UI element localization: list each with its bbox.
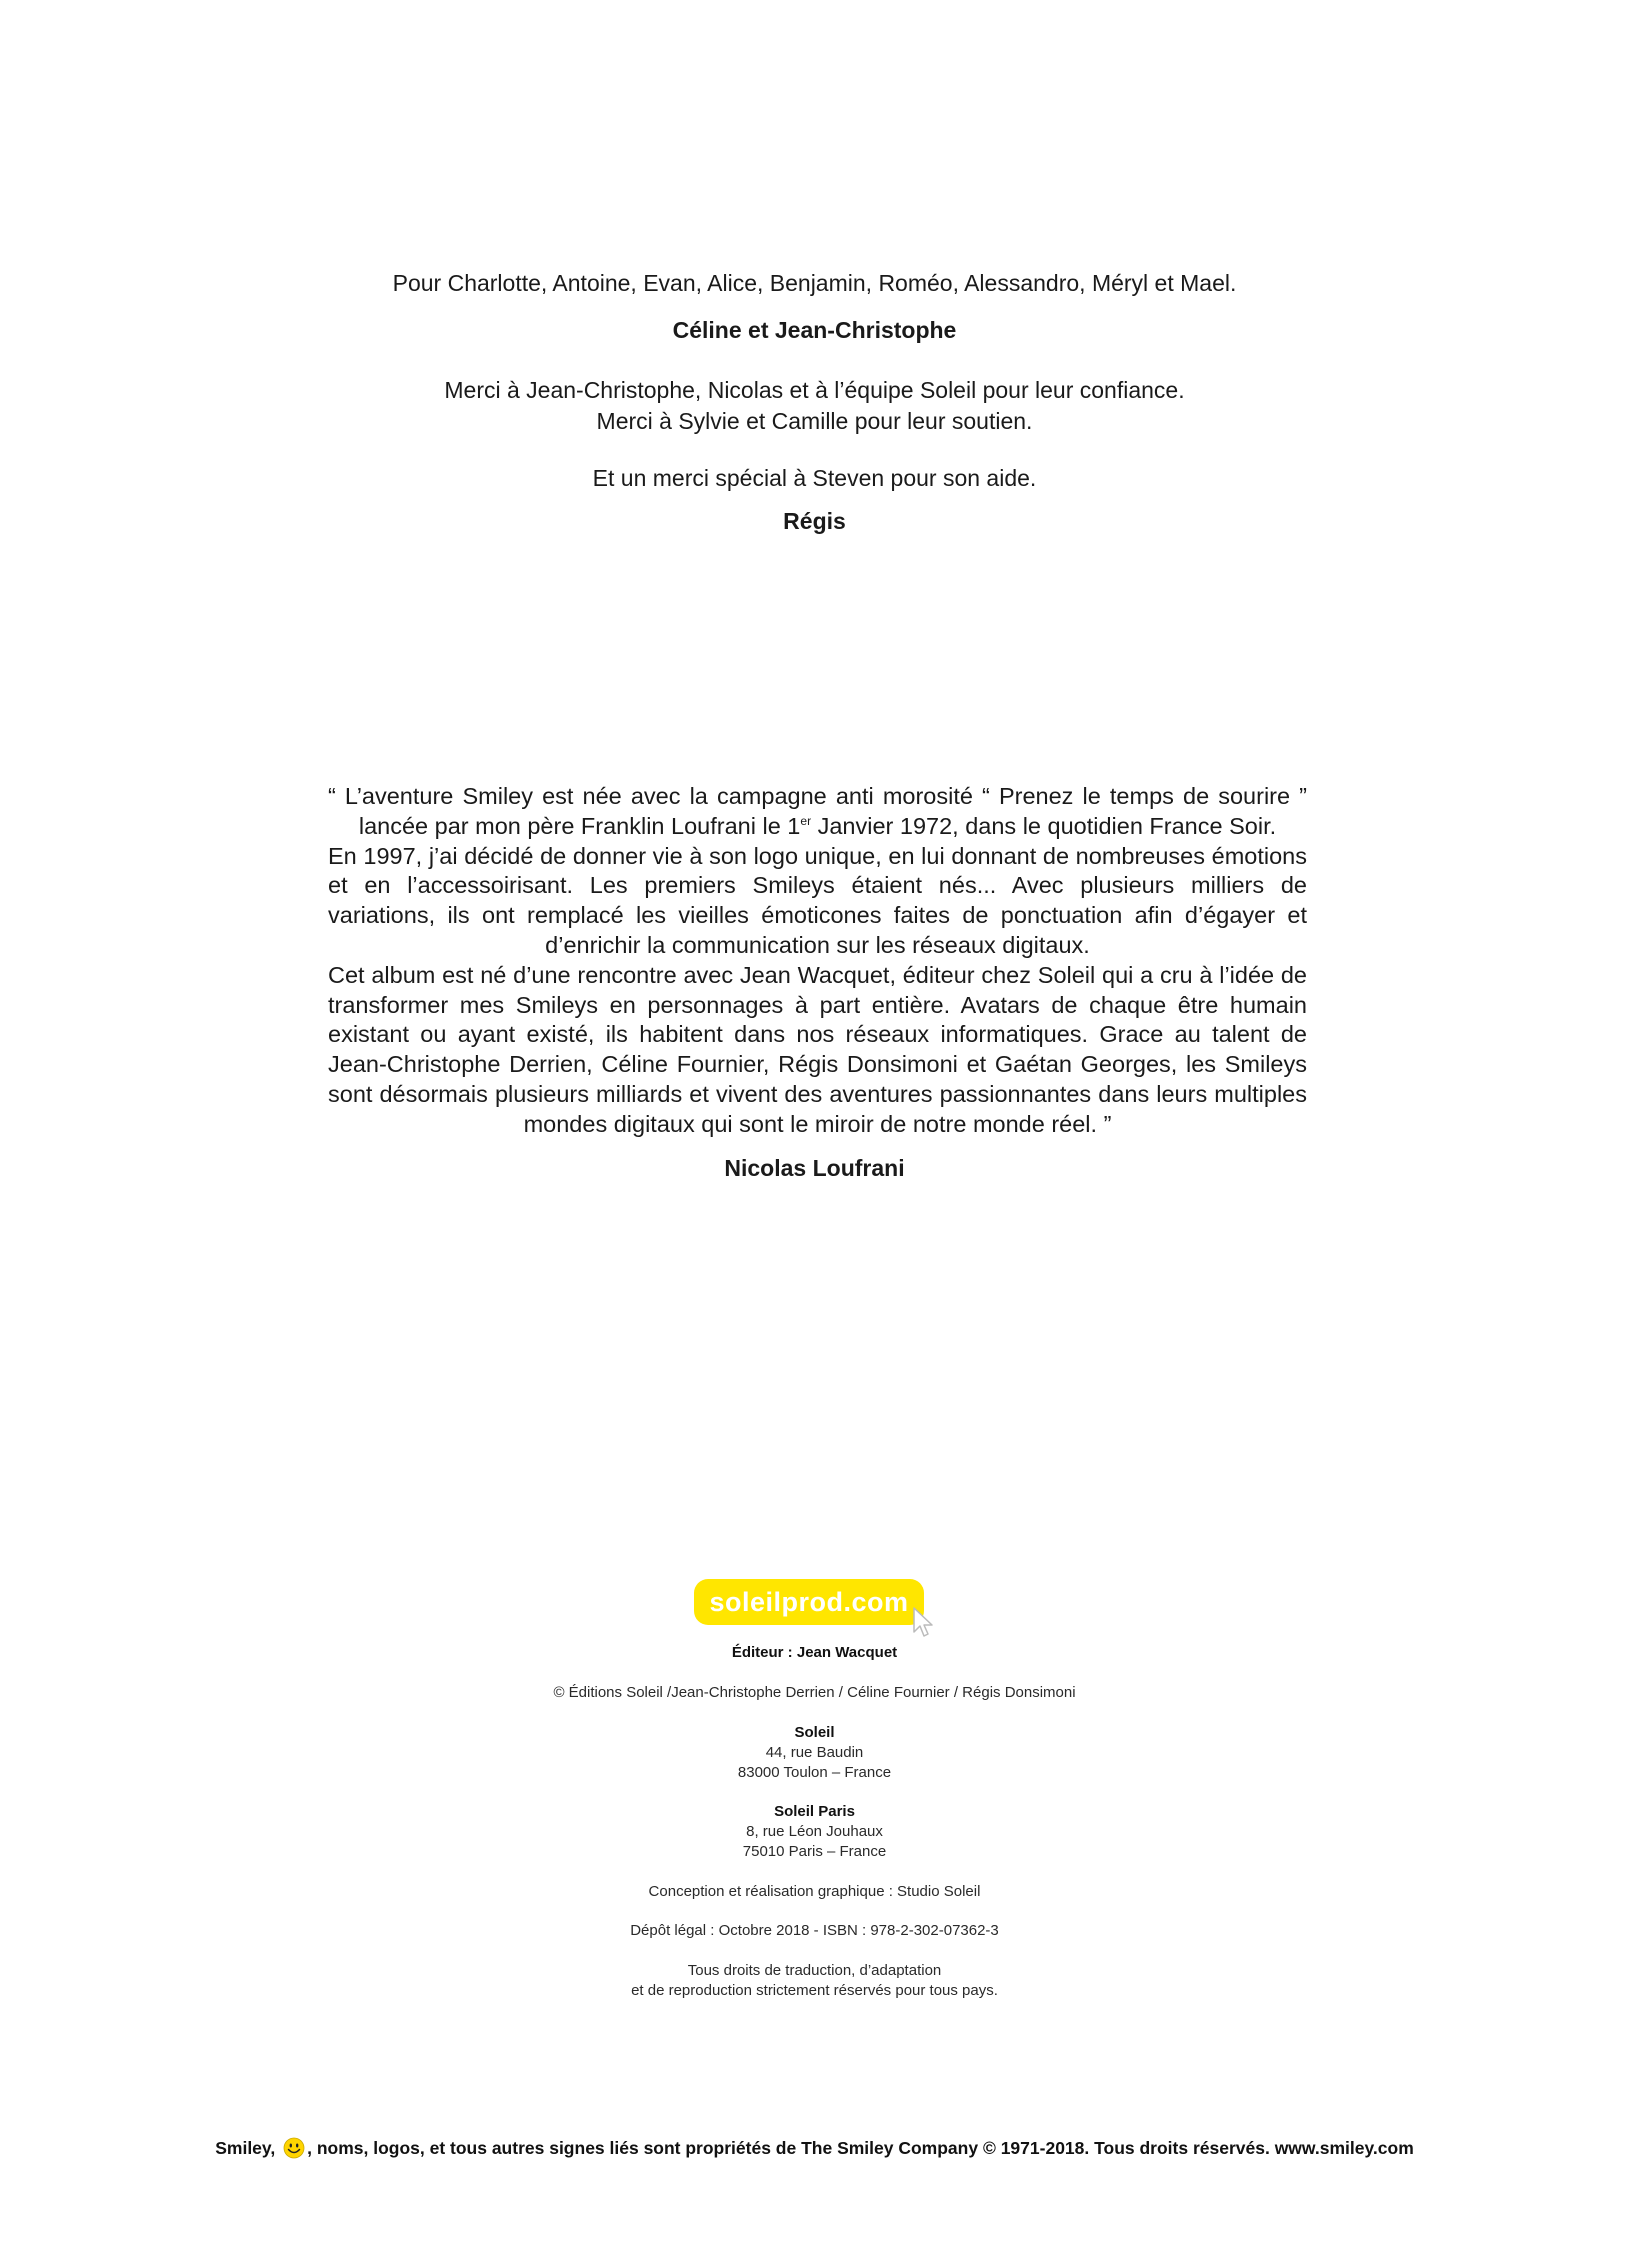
soleilprod-logo [694,1579,924,1625]
dedication-thanks-line1: Merci à Jean-Christophe, Nicolas et à l’équipe Soleil pour leur confiance. [444,377,1185,403]
footer-text-start: Smiley, [215,2138,276,2158]
imprint-design: Conception et réalisation graphique : Studio Soleil [648,1883,981,1900]
imprint-rights1: Tous droits de traduction, d’adaptation [687,1962,942,1979]
imprint-paris-name: Soleil Paris [774,1803,855,1820]
quote-paragraph-2: En 1997, j’ai décidé de donner vie à son logo unique, en lui donnant de nombreuses émotions et en l’accessoirisant. Les premiers Smileys étaient nés... Avec plusieurs milliers de variations, ils ont remplacé les vieilles émoticones faites de ponctuation afin d’égayer et d’enrichir la communication sur les réseaux digitaux. [328,842,1307,958]
dedication-special-thanks: Et un merci spécial à Steven pour son aide. [592,465,1037,491]
imprint-soleil-name: Soleil [794,1724,835,1741]
quote-p1-start: “ L’aventure Smiley est née avec la campagne anti morosité “ Prenez le temps de sourire ” lancée par mon père Franklin Loufrani le 1 [328,783,1307,839]
imprint-legal-deposit: Dépôt légal : Octobre 2018 - ISBN : 978-2-302-07362-3 [630,1922,999,1939]
imprint-paris-address1: 8, rue Léon Jouhaux [746,1823,883,1840]
imprint-paris-address2: 75010 Paris – France [742,1843,887,1860]
dedication-artist-signature: Régis [783,508,846,534]
footer-trademark [0,2136,1629,2160]
footer-text-end: , noms, logos, et tous autres signes liés sont propriétés de The Smiley Company © 1971-2018. Tous droits réservés. www.smiley.com [307,2138,1414,2158]
imprint-rights2: et de reproduction strictement réservés pour tous pays. [631,1982,998,1999]
quote-paragraph-1 [328,782,1307,842]
quote-p1-superscript: er [800,813,812,828]
quote-block [328,782,1307,1140]
smiley-face-icon [283,2137,305,2159]
quote-signature: Nicolas Loufrani [724,1155,905,1181]
quote-p1-end: Janvier 1972, dans le quotidien France Soir. [811,812,1277,839]
dedication-authors-line: Pour Charlotte, Antoine, Evan, Alice, Benjamin, Roméo, Alessandro, Méryl et Mael. [392,270,1237,296]
soleilprod-logo-text: soleilprod.com [709,1587,909,1617]
imprint-copyright: © Éditions Soleil /Jean-Christophe Derrien / Céline Fournier / Régis Donsimoni [553,1684,1076,1701]
dedication-thanks-line2: Merci à Sylvie et Camille pour leur soutien. [596,408,1033,434]
dedication-authors-signature: Céline et Jean-Christophe [672,317,957,343]
imprint-soleil-address2: 83000 Toulon – France [737,1764,892,1781]
imprint-soleil-address1: 44, rue Baudin [765,1744,864,1761]
imprint-editor: Éditeur : Jean Wacquet [731,1644,898,1661]
cursor-arrow-icon [912,1606,938,1640]
quote-paragraph-3: Cet album est né d’une rencontre avec Jean Wacquet, éditeur chez Soleil qui a cru à l’idée de transformer mes Smileys en personnages à part entière. Avatars de chaque être humain existant ou ayant existé, ils habitent dans nos réseaux informatiques. Grace au talent de Jean-Christophe Derrien, Céline Fournier, Régis Donsimoni et Gaétan Georges, les Smileys sont désormais plusieurs milliards et vivent des aventures passionnantes dans leurs multiples mondes digitaux qui sont le miroir de notre monde réel. ” [328,961,1307,1137]
